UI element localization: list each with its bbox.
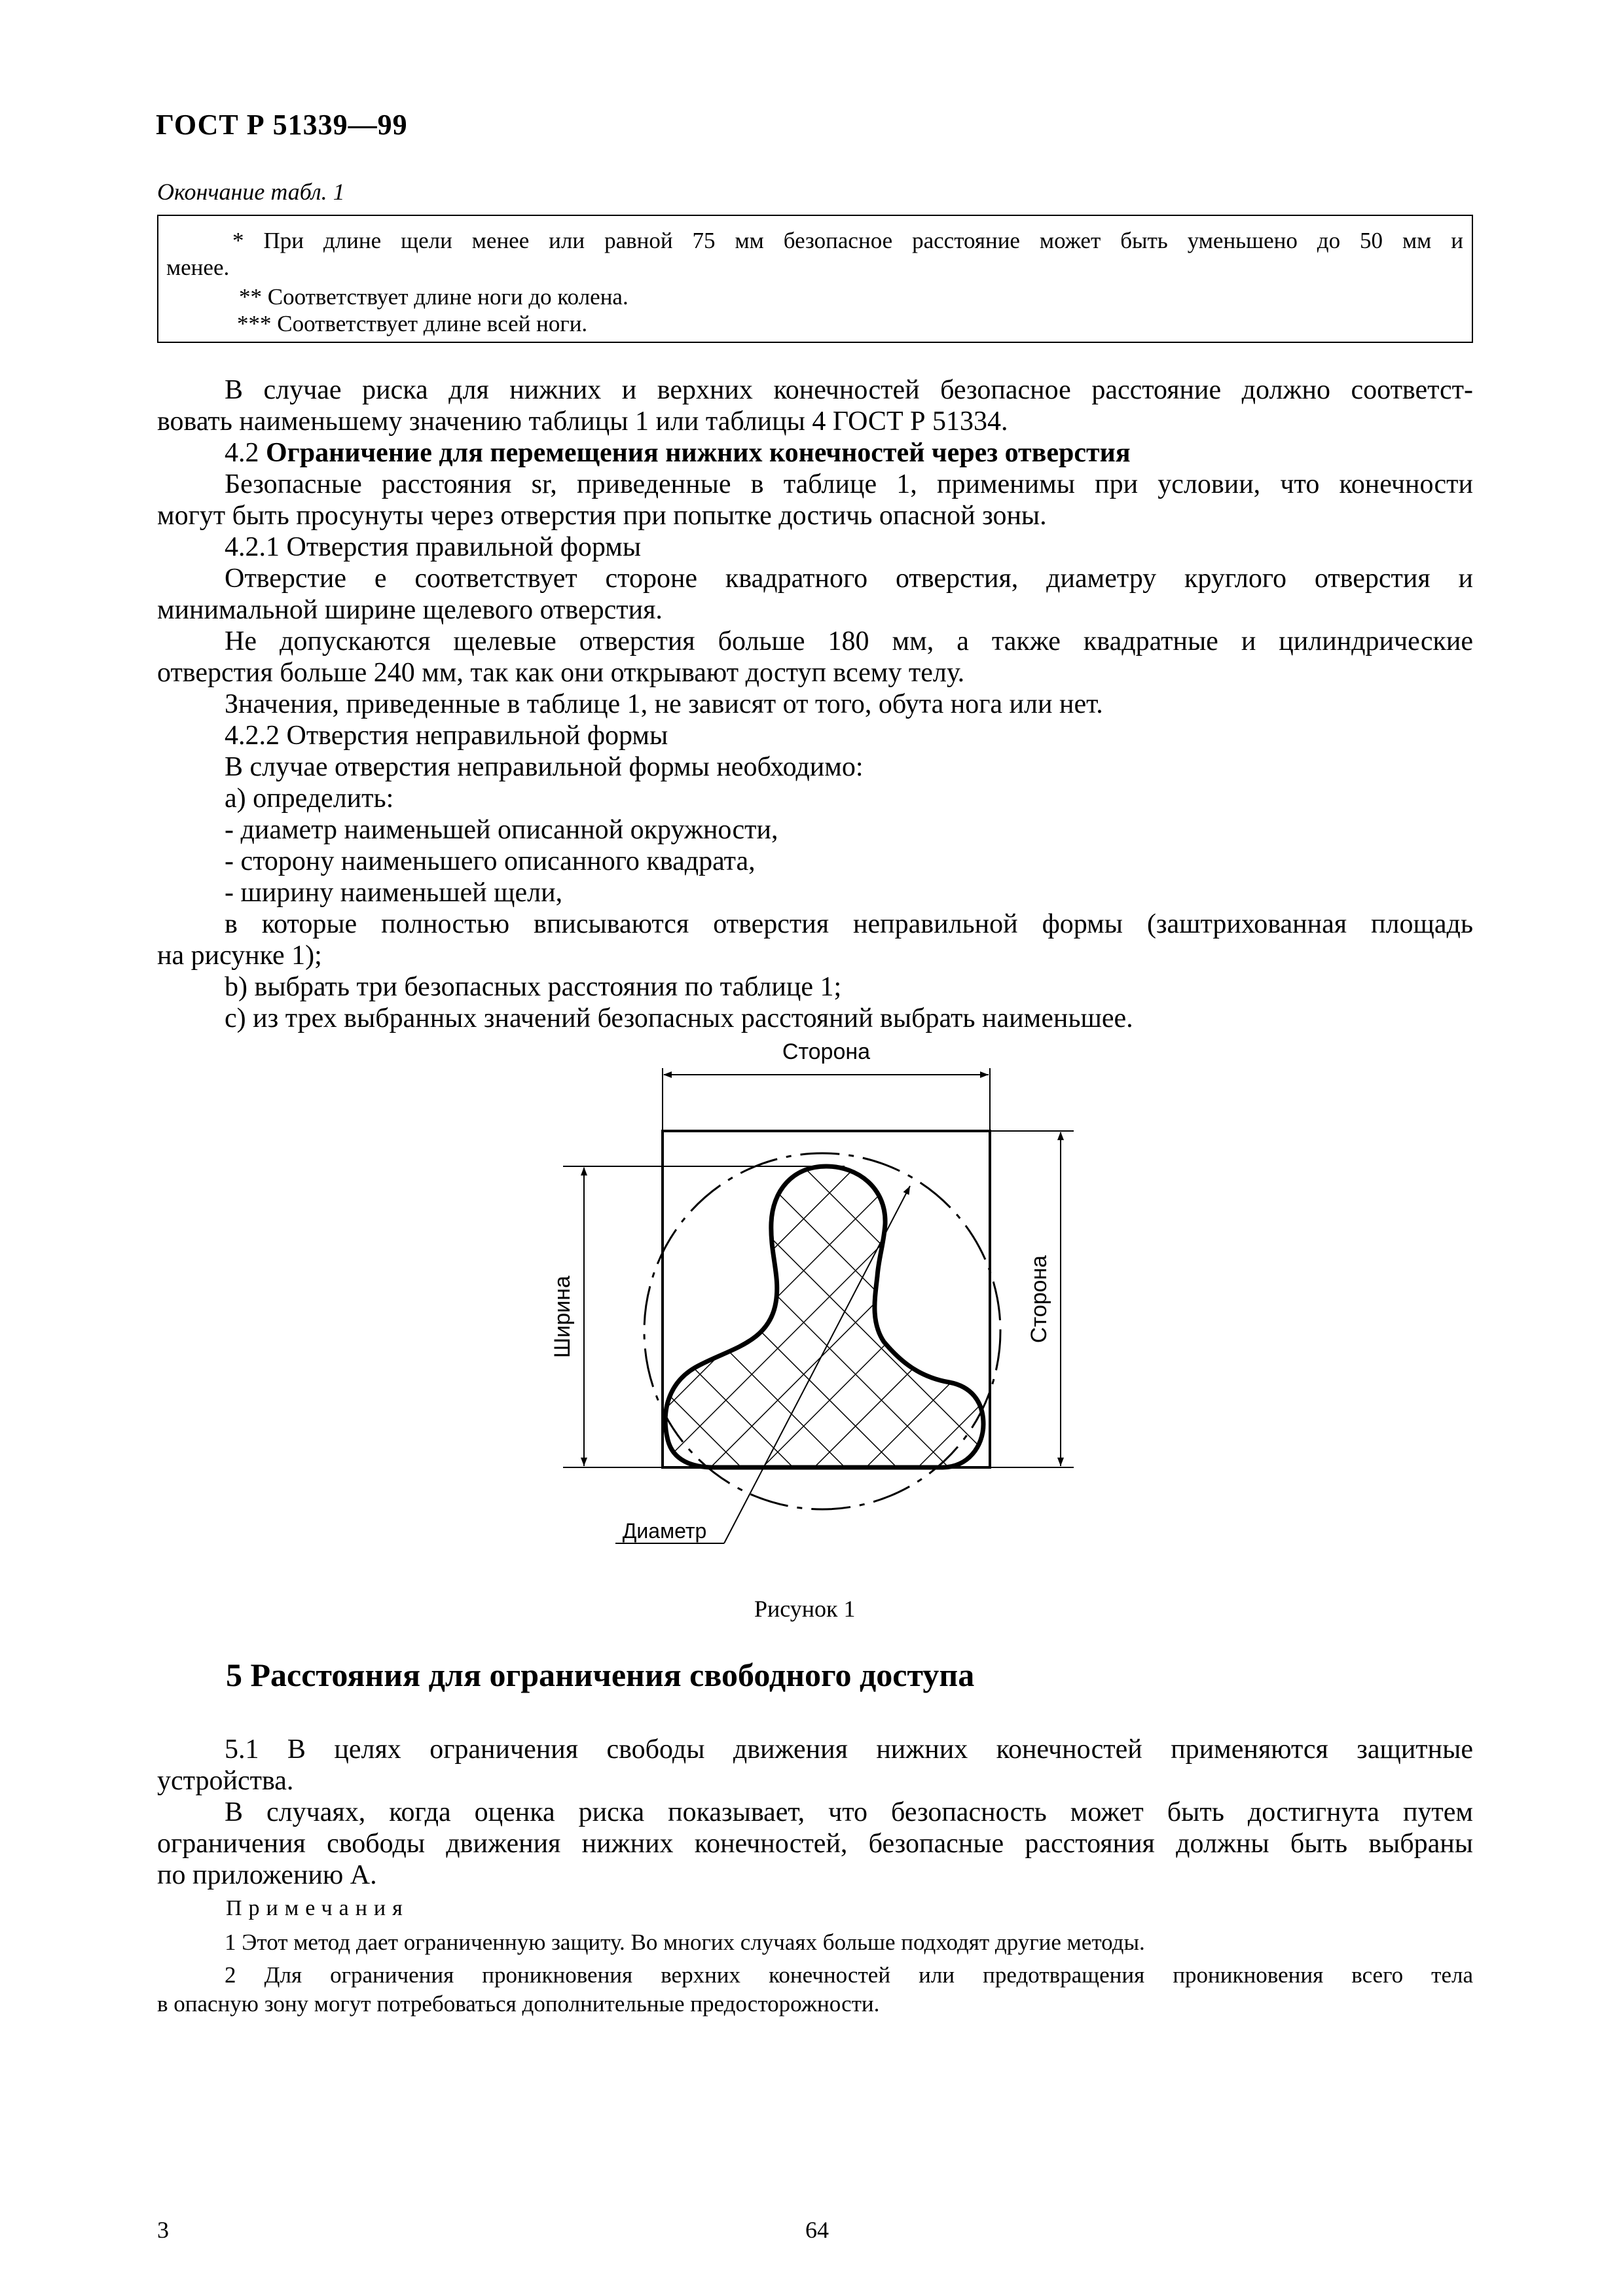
paragraph: ограничения свободы движения нижних конечностей, безопасные расстояния должны быть выбраны xyxy=(157,1829,1473,1859)
paragraph: могут быть просунуты через отверстия при попытке достичь опасной зоны. xyxy=(157,501,1047,531)
irregular-opening-hatched xyxy=(665,1166,983,1467)
footnote-2: ** Соответствует длине ноги до колена. xyxy=(239,284,629,310)
paragraph: устройства. xyxy=(157,1766,294,1796)
note-2: 2 Для ограничения проникновения верхних конечностей или предотвращения проникновения всего тела xyxy=(225,1962,1473,1988)
label-side-top: Сторона xyxy=(782,1039,871,1064)
label-side-right: Сторона xyxy=(1027,1255,1051,1344)
paragraph: вовать наименьшему значению таблицы 1 или таблицы 4 ГОСТ Р 51334. xyxy=(157,406,1008,437)
footnote-1: * При длине щели менее или равной 75 мм безопасное расстояние может быть уменьшено до 50 мм и xyxy=(232,228,1463,253)
subsection-heading: 4.2.1 Отверстия правильной формы xyxy=(225,532,642,562)
table-continuation-label: Окончание табл. 1 xyxy=(157,179,345,205)
document-header: ГОСТ Р 51339—99 xyxy=(156,109,408,141)
paragraph: 5.1 В целях ограничения свободы движения нижних конечностей применяются защитные xyxy=(225,1734,1473,1765)
list-item: с) из трех выбранных значений безопасных расстояний выбрать наименьшее. xyxy=(225,1003,1133,1033)
page-number-center: 64 xyxy=(805,2217,829,2243)
paragraph: Отверстие e соответствует стороне квадратного отверстия, диаметру круглого отверстия и xyxy=(225,564,1473,594)
list-item: - диаметр наименьшей описанной окружности, xyxy=(225,815,778,845)
label-diameter: Диаметр xyxy=(622,1519,707,1543)
section-5-heading: 5 Расстояния для ограничения свободного доступа xyxy=(226,1657,975,1693)
paragraph: в которые полностью вписываются отверстия неправильной формы (заштрихованная площадь xyxy=(225,909,1473,939)
figure-caption: Рисунок 1 xyxy=(754,1596,856,1622)
section-number: 4.2 xyxy=(225,438,259,468)
label-width: Ширина xyxy=(550,1276,575,1358)
paragraph: минимальной ширине щелевого отверстия. xyxy=(157,595,663,625)
paragraph: Безопасные расстояния sr, приведенные в таблице 1, применимы при условии, что конечности xyxy=(225,469,1473,499)
paragraph: отверстия больше 240 мм, так как они открывают доступ всему телу. xyxy=(157,658,965,688)
paragraph: по приложению А. xyxy=(157,1860,377,1890)
section-title: Ограничение для перемещения нижних конечностей через отверстия xyxy=(266,438,1131,468)
note-2-cont: в опасную зону могут потребоваться дополнительные предосторожности. xyxy=(157,1991,880,2017)
subsection-heading: 4.2.2 Отверстия неправильной формы xyxy=(225,721,668,751)
footnote-1-cont: менее. xyxy=(166,255,230,280)
paragraph: В случае отверстия неправильной формы необходимо: xyxy=(225,752,864,782)
paragraph: Не допускаются щелевые отверстия больше 180 мм, а также квадратные и цилиндрические xyxy=(225,626,1473,656)
list-item: а) определить: xyxy=(225,783,394,814)
paragraph: Значения, приведенные в таблице 1, не зависят от того, обута нога или нет. xyxy=(225,689,1103,719)
footnote-3: *** Соответствует длине всей ноги. xyxy=(237,311,588,336)
list-item: - сторону наименьшего описанного квадрата, xyxy=(225,846,756,876)
page-number-left: 3 xyxy=(157,2217,169,2243)
paragraph: В случаях, когда оценка риска показывает, что безопасность может быть достигнута путем xyxy=(225,1797,1473,1827)
paragraph: В случае риска для нижних и верхних конечностей безопасное расстояние должно соответст- xyxy=(225,375,1473,405)
list-item: b) выбрать три безопасных расстояния по таблице 1; xyxy=(225,972,842,1002)
notes-heading: Примечания xyxy=(226,1896,409,1920)
note-1: 1 Этот метод дает ограниченную защиту. Во многих случаях больше подходят другие методы. xyxy=(225,1929,1145,1955)
list-item: - ширину наименьшей щели, xyxy=(225,878,563,908)
paragraph: на рисунке 1); xyxy=(157,941,322,971)
